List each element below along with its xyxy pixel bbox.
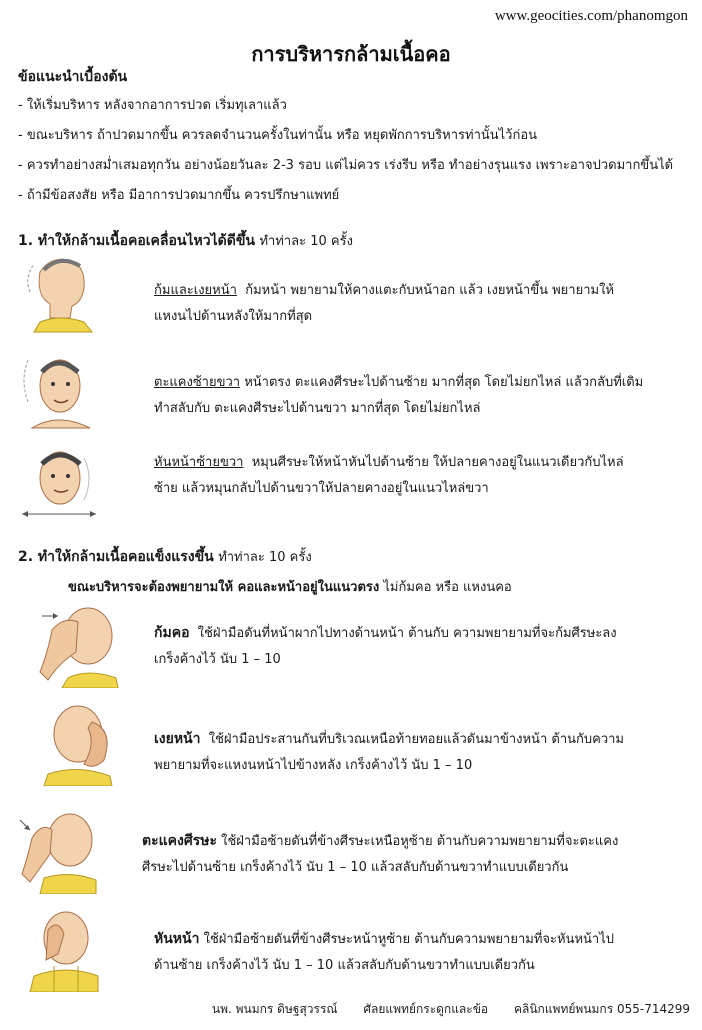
exercise-text: ทำสลับกับ ตะแคงศีรษะไปด้านขวา มากที่สุด โดยไม่ยกไหล่ xyxy=(154,401,481,416)
site-url: www.geocities.com/phanomgon xyxy=(494,8,688,24)
section2-note-bold: ขณะบริหารจะต้องพยายามให้ คอและหน้าอยู่ในแนวตรง xyxy=(68,580,380,595)
exercise-name: ก้มและเงยหน้า xyxy=(154,283,237,298)
exercise-backward-press xyxy=(154,726,624,779)
exercise-tilt xyxy=(154,370,643,422)
exercise-text: แหงนไปด้านหลังให้มากที่สุด xyxy=(154,309,313,324)
intro-bullet: - ให้เริ่มบริหาร หลังจากอาการปวด เริ่มทุเลาแล้ว xyxy=(18,98,287,113)
footer-specialty: ศัลยแพทย์กระดูกและข้อ xyxy=(363,1002,489,1016)
rotate-exercise-illustration xyxy=(18,444,100,520)
section1-title: 1. ทำให้กล้ามเนื้อคอเคลื่อนไหวได้ดีขึ้น xyxy=(18,233,255,249)
footer-clinic: คลินิกแพทย์พนมกร 055-714299 xyxy=(513,1002,690,1016)
section2-title: 2. ทำให้กล้ามเนื้อคอแข็งแรงขึ้น xyxy=(18,549,214,565)
nod-exercise-illustration xyxy=(20,252,100,334)
exercise-rotate xyxy=(154,450,624,502)
footer-doctor: นพ. พนมกร ดิษฐสุวรรณ์ xyxy=(211,1002,338,1016)
exercise-text: ด้านซ้าย เกร็งค้างไว้ นับ 1 – 10 แล้วสลับกับด้านขวาทำแบบเดียวกัน xyxy=(154,958,535,973)
exercise-text: ใช้ฝ่ามือซ้ายดันที่ข้างศีรษะหน้าหูซ้าย ต้านกับความพยายามที่จะหันหน้าไป xyxy=(203,932,614,947)
forward-press-illustration xyxy=(38,602,122,688)
exercise-name: ตะแคงซ้ายขวา xyxy=(154,375,241,390)
exercise-name: ตะแคงศีรษะ xyxy=(142,833,217,849)
exercise-text: เกร็งค้างไว้ นับ 1 – 10 xyxy=(154,652,281,667)
backward-press-illustration xyxy=(34,700,118,786)
section2-reps: ทำท่าละ 10 ครั้ง xyxy=(218,550,312,565)
intro-bullet: - ถ้ามีข้อสงสัย หรือ มีอาการปวดมากขึ้น ควรปรึกษาแพทย์ xyxy=(18,188,340,203)
exercise-text: ใช้ฝ่ามือประสานกันที่บริเวณเหนือท้ายทอยแล้วดันมาข้างหน้า ต้านกับความ xyxy=(208,732,624,747)
section1-reps: ทำท่าละ 10 ครั้ง xyxy=(259,234,353,249)
intro-heading: ข้อแนะนำเบื้องต้น xyxy=(18,69,128,85)
page-title: การบริหารกล้ามเนื้อคอ xyxy=(251,42,451,66)
exercise-name: หันหน้าซ้ายขวา xyxy=(154,455,244,470)
exercise-rotation-press xyxy=(154,926,614,979)
side-press-illustration xyxy=(14,808,98,894)
footer xyxy=(0,1000,690,1019)
intro-bullet: - ควรทำอย่างสม่ำเสมอทุกวัน อย่างน้อยวันละ 2-3 รอบ แต่ไม่ควร เร่งรีบ หรือ ทำอย่างรุนแรง เพราะอาจปวดมากขึ้นได้ xyxy=(18,158,674,173)
exercise-side-press xyxy=(142,828,618,881)
intro-bullet: - ขณะบริหาร ถ้าปวดมากขึ้น ควรลดจำนวนครั้งในท่านั้น หรือ หยุดพักการบริหารท่านั้นไว้ก่อน xyxy=(18,128,538,143)
section2-note xyxy=(68,576,512,597)
exercise-text: ใช้ฝ่ามือดันที่หน้าผากไปทางด้านหน้า ต้านกับ ความพยายามที่จะก้มศีรษะลง xyxy=(197,626,617,641)
section2-note-rest: ไม่ก้มคอ หรือ แหงนคอ xyxy=(383,580,512,595)
exercise-text: พยายามที่จะแหงนหน้าไปข้างหลัง เกร็งค้างไว้ นับ 1 – 10 xyxy=(154,758,473,773)
exercise-forward-press xyxy=(154,620,617,673)
exercise-name: เงยหน้า xyxy=(154,731,201,747)
rotation-press-illustration xyxy=(18,906,102,992)
tilt-exercise-illustration xyxy=(18,350,100,432)
exercise-nod xyxy=(154,278,614,330)
exercise-name: หันหน้า xyxy=(154,931,200,947)
exercise-text: หน้าตรง ตะแคงศีรษะไปด้านซ้าย มากที่สุด โดยไม่ยกไหล่ แล้วกลับที่เดิม xyxy=(244,375,644,390)
section2-heading xyxy=(18,546,312,568)
exercise-text: ศีรษะไปด้านซ้าย เกร็งค้างไว้ นับ 1 – 10 แล้วสลับกับด้านขวาทำแบบเดียวกัน xyxy=(142,860,569,875)
exercise-text: ก้มหน้า พยายามให้คางแตะกับหน้าอก แล้ว เงยหน้าขึ้น พยายามให้ xyxy=(245,283,614,298)
exercise-text: หมุนศีรษะให้หน้าหันไปด้านซ้าย ให้ปลายคางอยู่ในแนวเดียวกับไหล่ xyxy=(251,455,624,470)
exercise-text: ใช้ฝ่ามือซ้ายดันที่ข้างศีรษะเหนือหูซ้าย ต้านกับความพยายามที่จะตะแคง xyxy=(221,834,619,849)
exercise-text: ซ้าย แล้วหมุนกลับไปด้านขวาให้ปลายคางอยู่ในแนวไหล่ขวา xyxy=(154,481,489,496)
section1-heading xyxy=(18,230,353,252)
exercise-name: ก้มคอ xyxy=(154,625,190,641)
